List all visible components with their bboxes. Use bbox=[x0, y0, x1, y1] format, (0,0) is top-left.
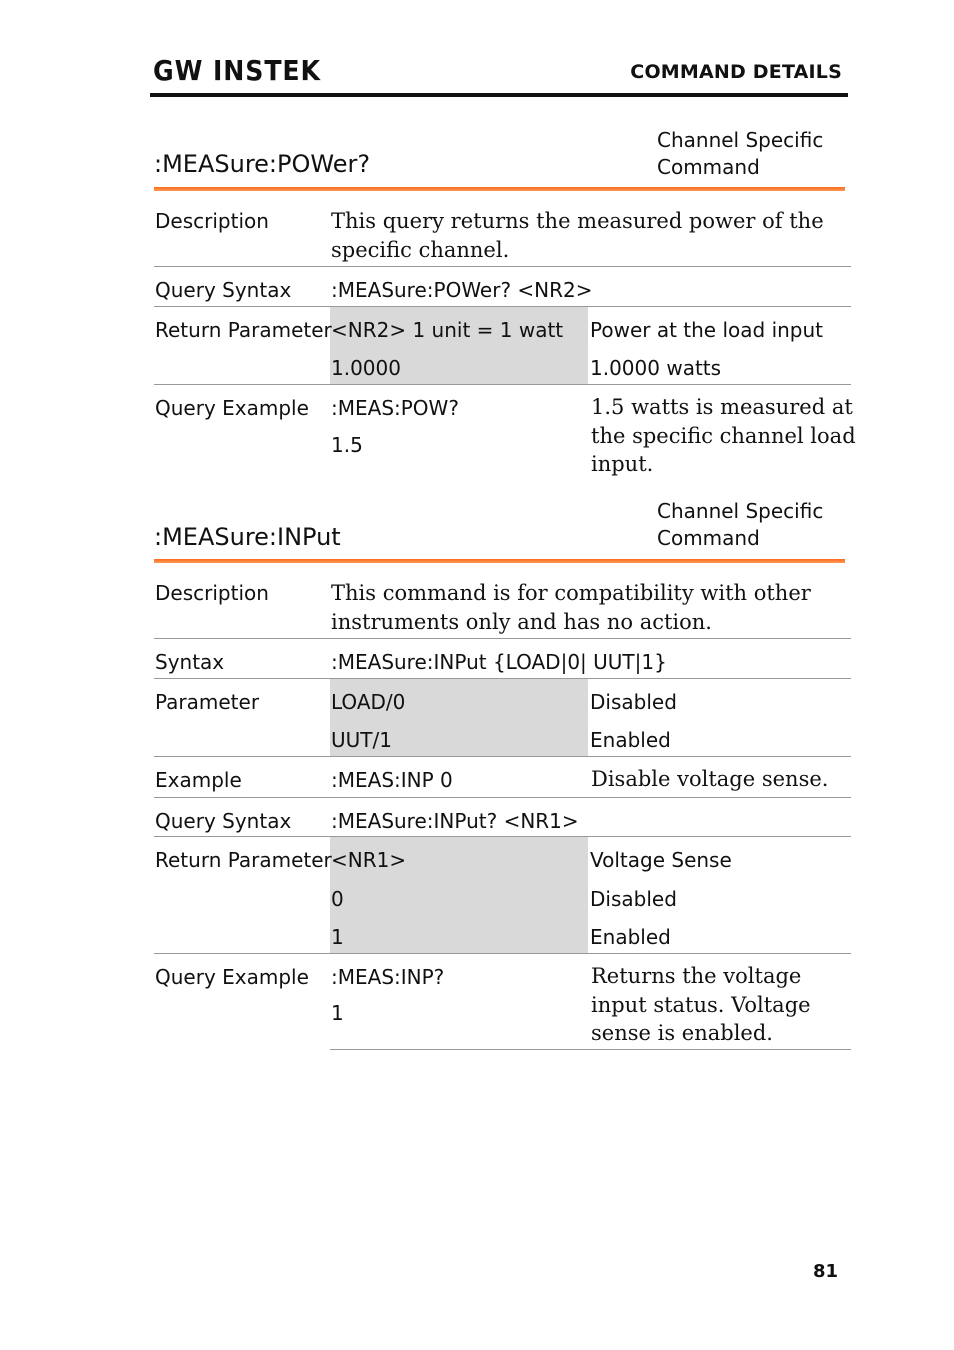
syntax-label: Syntax bbox=[155, 650, 225, 674]
example-description: Disable voltage sense. bbox=[591, 767, 829, 791]
return-param: 0 bbox=[331, 887, 344, 911]
gw-instek-logo bbox=[153, 55, 323, 83]
parameter-desc: Disabled bbox=[590, 690, 677, 714]
example-command: :MEAS:INP 0 bbox=[331, 768, 453, 792]
query-syntax-label: Query Syntax bbox=[155, 278, 292, 302]
syntax-value: :MEASure:INPut {LOAD|0| UUT|1} bbox=[331, 650, 667, 674]
query-syntax-label: Query Syntax bbox=[155, 809, 292, 833]
section-title: COMMAND DETAILS bbox=[630, 61, 842, 83]
command-type bbox=[657, 127, 823, 181]
return-parameter-label: Return Parameter bbox=[155, 848, 332, 872]
return-desc: 1.0000 watts bbox=[590, 356, 722, 380]
query-example-label: Query Example bbox=[155, 965, 309, 989]
description-line: This query returns the measured power of the bbox=[331, 209, 824, 233]
command-type-line2: Command bbox=[657, 155, 760, 179]
parameter-label: Parameter bbox=[155, 690, 260, 714]
return-desc: Voltage Sense bbox=[590, 848, 732, 872]
example-description-line: Returns the voltage bbox=[591, 964, 802, 988]
query-syntax-value: :MEASure:POWer? <NR2> bbox=[331, 278, 593, 302]
example-description-line: the specific channel load bbox=[591, 423, 856, 448]
command-title: :MEASure:POWer? bbox=[154, 150, 371, 178]
example-command: :MEAS:POW? bbox=[331, 396, 459, 420]
parameter-desc: Enabled bbox=[590, 728, 671, 752]
row-divider bbox=[154, 756, 851, 757]
svg-text:GW INSTEK: GW INSTEK bbox=[153, 55, 322, 83]
page-number: 81 bbox=[813, 1261, 839, 1282]
return-parameter-label: Return Parameter bbox=[155, 318, 332, 342]
example-command: :MEAS:INP? bbox=[331, 965, 445, 989]
example-description bbox=[591, 962, 811, 1048]
row-divider bbox=[330, 1049, 851, 1050]
return-param: 1 bbox=[331, 925, 344, 949]
command-title: :MEASure:INPut bbox=[154, 523, 341, 551]
return-param: <NR1> bbox=[331, 848, 407, 872]
example-description-line: input. bbox=[591, 452, 654, 476]
return-param: <NR2> 1 unit = 1 watt bbox=[331, 318, 564, 342]
row-divider bbox=[154, 638, 851, 639]
description-label: Description bbox=[155, 209, 269, 233]
description-line: specific channel. bbox=[331, 237, 510, 262]
title-underline bbox=[154, 187, 845, 191]
row-divider bbox=[154, 953, 851, 954]
example-description bbox=[591, 393, 856, 479]
query-syntax-value: :MEASure:INPut? <NR1> bbox=[331, 809, 579, 833]
row-divider bbox=[154, 797, 851, 798]
example-description-line: sense is enabled. bbox=[591, 1021, 773, 1045]
return-desc: Disabled bbox=[590, 887, 677, 911]
command-type-line1: Channel Specific bbox=[657, 128, 824, 152]
description-text bbox=[331, 207, 824, 264]
command-type-line1: Channel Specific bbox=[657, 499, 824, 523]
command-type-line2: Command bbox=[657, 526, 760, 550]
example-response: 1 bbox=[331, 1001, 344, 1025]
parameter-value: UUT/1 bbox=[331, 728, 392, 752]
row-divider bbox=[154, 266, 851, 267]
return-desc: Power at the load input bbox=[590, 318, 824, 342]
description-line: This command is for compatibility with other bbox=[331, 581, 811, 605]
title-underline bbox=[154, 559, 845, 563]
header-divider bbox=[150, 93, 848, 97]
row-divider bbox=[154, 384, 851, 385]
description-line: instruments only and has no action. bbox=[331, 609, 712, 634]
example-label: Example bbox=[155, 768, 242, 792]
return-param: 1.0000 bbox=[331, 356, 401, 380]
query-example-label: Query Example bbox=[155, 396, 309, 420]
example-description-line: input status. Voltage bbox=[591, 992, 811, 1017]
example-response: 1.5 bbox=[331, 433, 363, 457]
example-description-line: 1.5 watts is measured at bbox=[591, 395, 853, 419]
parameter-value: LOAD/0 bbox=[331, 690, 406, 714]
return-desc: Enabled bbox=[590, 925, 671, 949]
command-type bbox=[657, 498, 823, 552]
description-label: Description bbox=[155, 581, 269, 605]
description-text bbox=[331, 579, 811, 636]
